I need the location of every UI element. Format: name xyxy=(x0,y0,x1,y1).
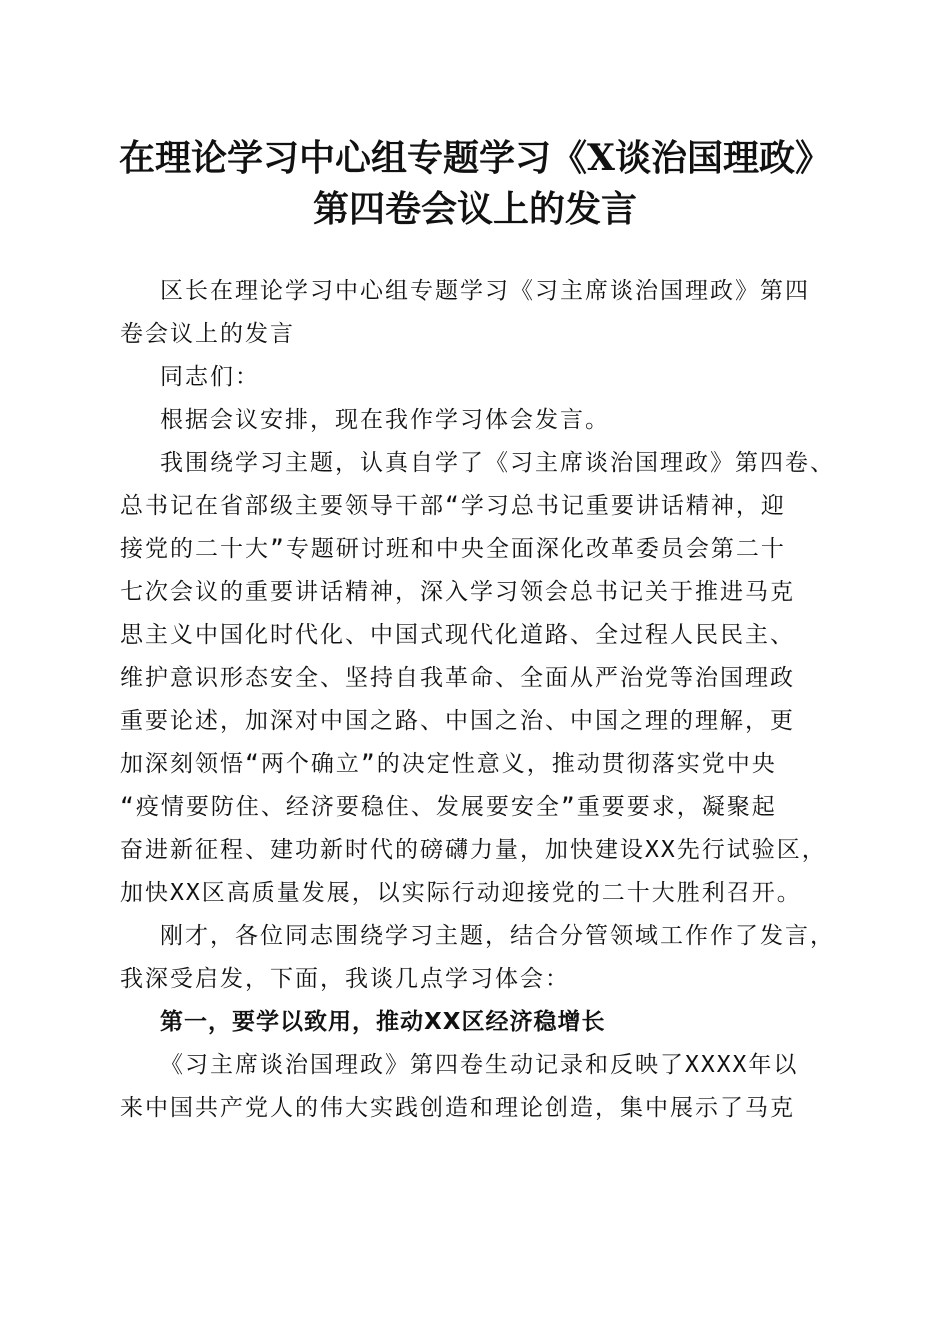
paragraph-line: 区长在理论学习中心组专题学习《习主席谈治国理政》第四 xyxy=(160,278,810,304)
paragraph-line: 重要论述，加深对中国之路、中国之治、中国之理的理解，更 xyxy=(120,708,795,734)
paragraph-line: 卷会议上的发言 xyxy=(120,321,295,347)
paragraph-line: 加深刻领悟“两个确立”的决定性意义，推动贯彻落实党中央 xyxy=(120,751,777,777)
paragraph-line: 总书记在省部级主要领导干部“学习总书记重要讲话精神，迎 xyxy=(120,493,786,519)
document-body xyxy=(120,270,836,1130)
salutation: 同志们： xyxy=(160,364,260,390)
paragraph-line: 根据会议安排，现在我作学习体会发言。 xyxy=(160,407,610,433)
paragraph-line: 七次会议的重要讲话精神，深入学习领会总书记关于推进马克 xyxy=(120,579,795,605)
paragraph-line: 来中国共产党人的伟大实践创造和理论创造，集中展示了马克 xyxy=(120,1095,795,1121)
paragraph-line: 我深受启发，下面，我谈几点学习体会： xyxy=(120,966,570,992)
document-title-line-1: 在理论学习中心组专题学习《X谈治国理政》 xyxy=(119,137,831,179)
paragraph-line: 刚才，各位同志围绕学习主题，结合分管领域工作作了发言， xyxy=(160,923,835,949)
paragraph-line: 接党的二十大”专题研讨班和中央全面深化改革委员会第二十 xyxy=(120,536,786,562)
paragraph-line: 《习主席谈治国理政》第四卷生动记录和反映了XXXX年以 xyxy=(160,1052,799,1078)
paragraph-line: “疫情要防住、经济要稳住、发展要安全”重要要求，凝聚起 xyxy=(120,794,777,820)
paragraph-line: 我围绕学习主题，认真自学了《习主席谈治国理政》第四卷、 xyxy=(160,450,835,476)
paragraph-line: 思主义中国化时代化、中国式现代化道路、全过程人民民主、 xyxy=(120,622,795,648)
paragraph-line: 维护意识形态安全、坚持自我革命、全面从严治党等治国理政 xyxy=(120,665,795,691)
paragraph-line: 奋进新征程、建功新时代的磅礴力量，加快建设XX先行试验区， xyxy=(120,837,827,863)
document-title-line-2: 第四卷会议上的发言 xyxy=(312,188,637,230)
paragraph-line: 加快XX区高质量发展，以实际行动迎接党的二十大胜利召开。 xyxy=(120,880,802,906)
section-heading: 第一，要学以致用，推动XX区经济稳增长 xyxy=(160,1009,606,1035)
